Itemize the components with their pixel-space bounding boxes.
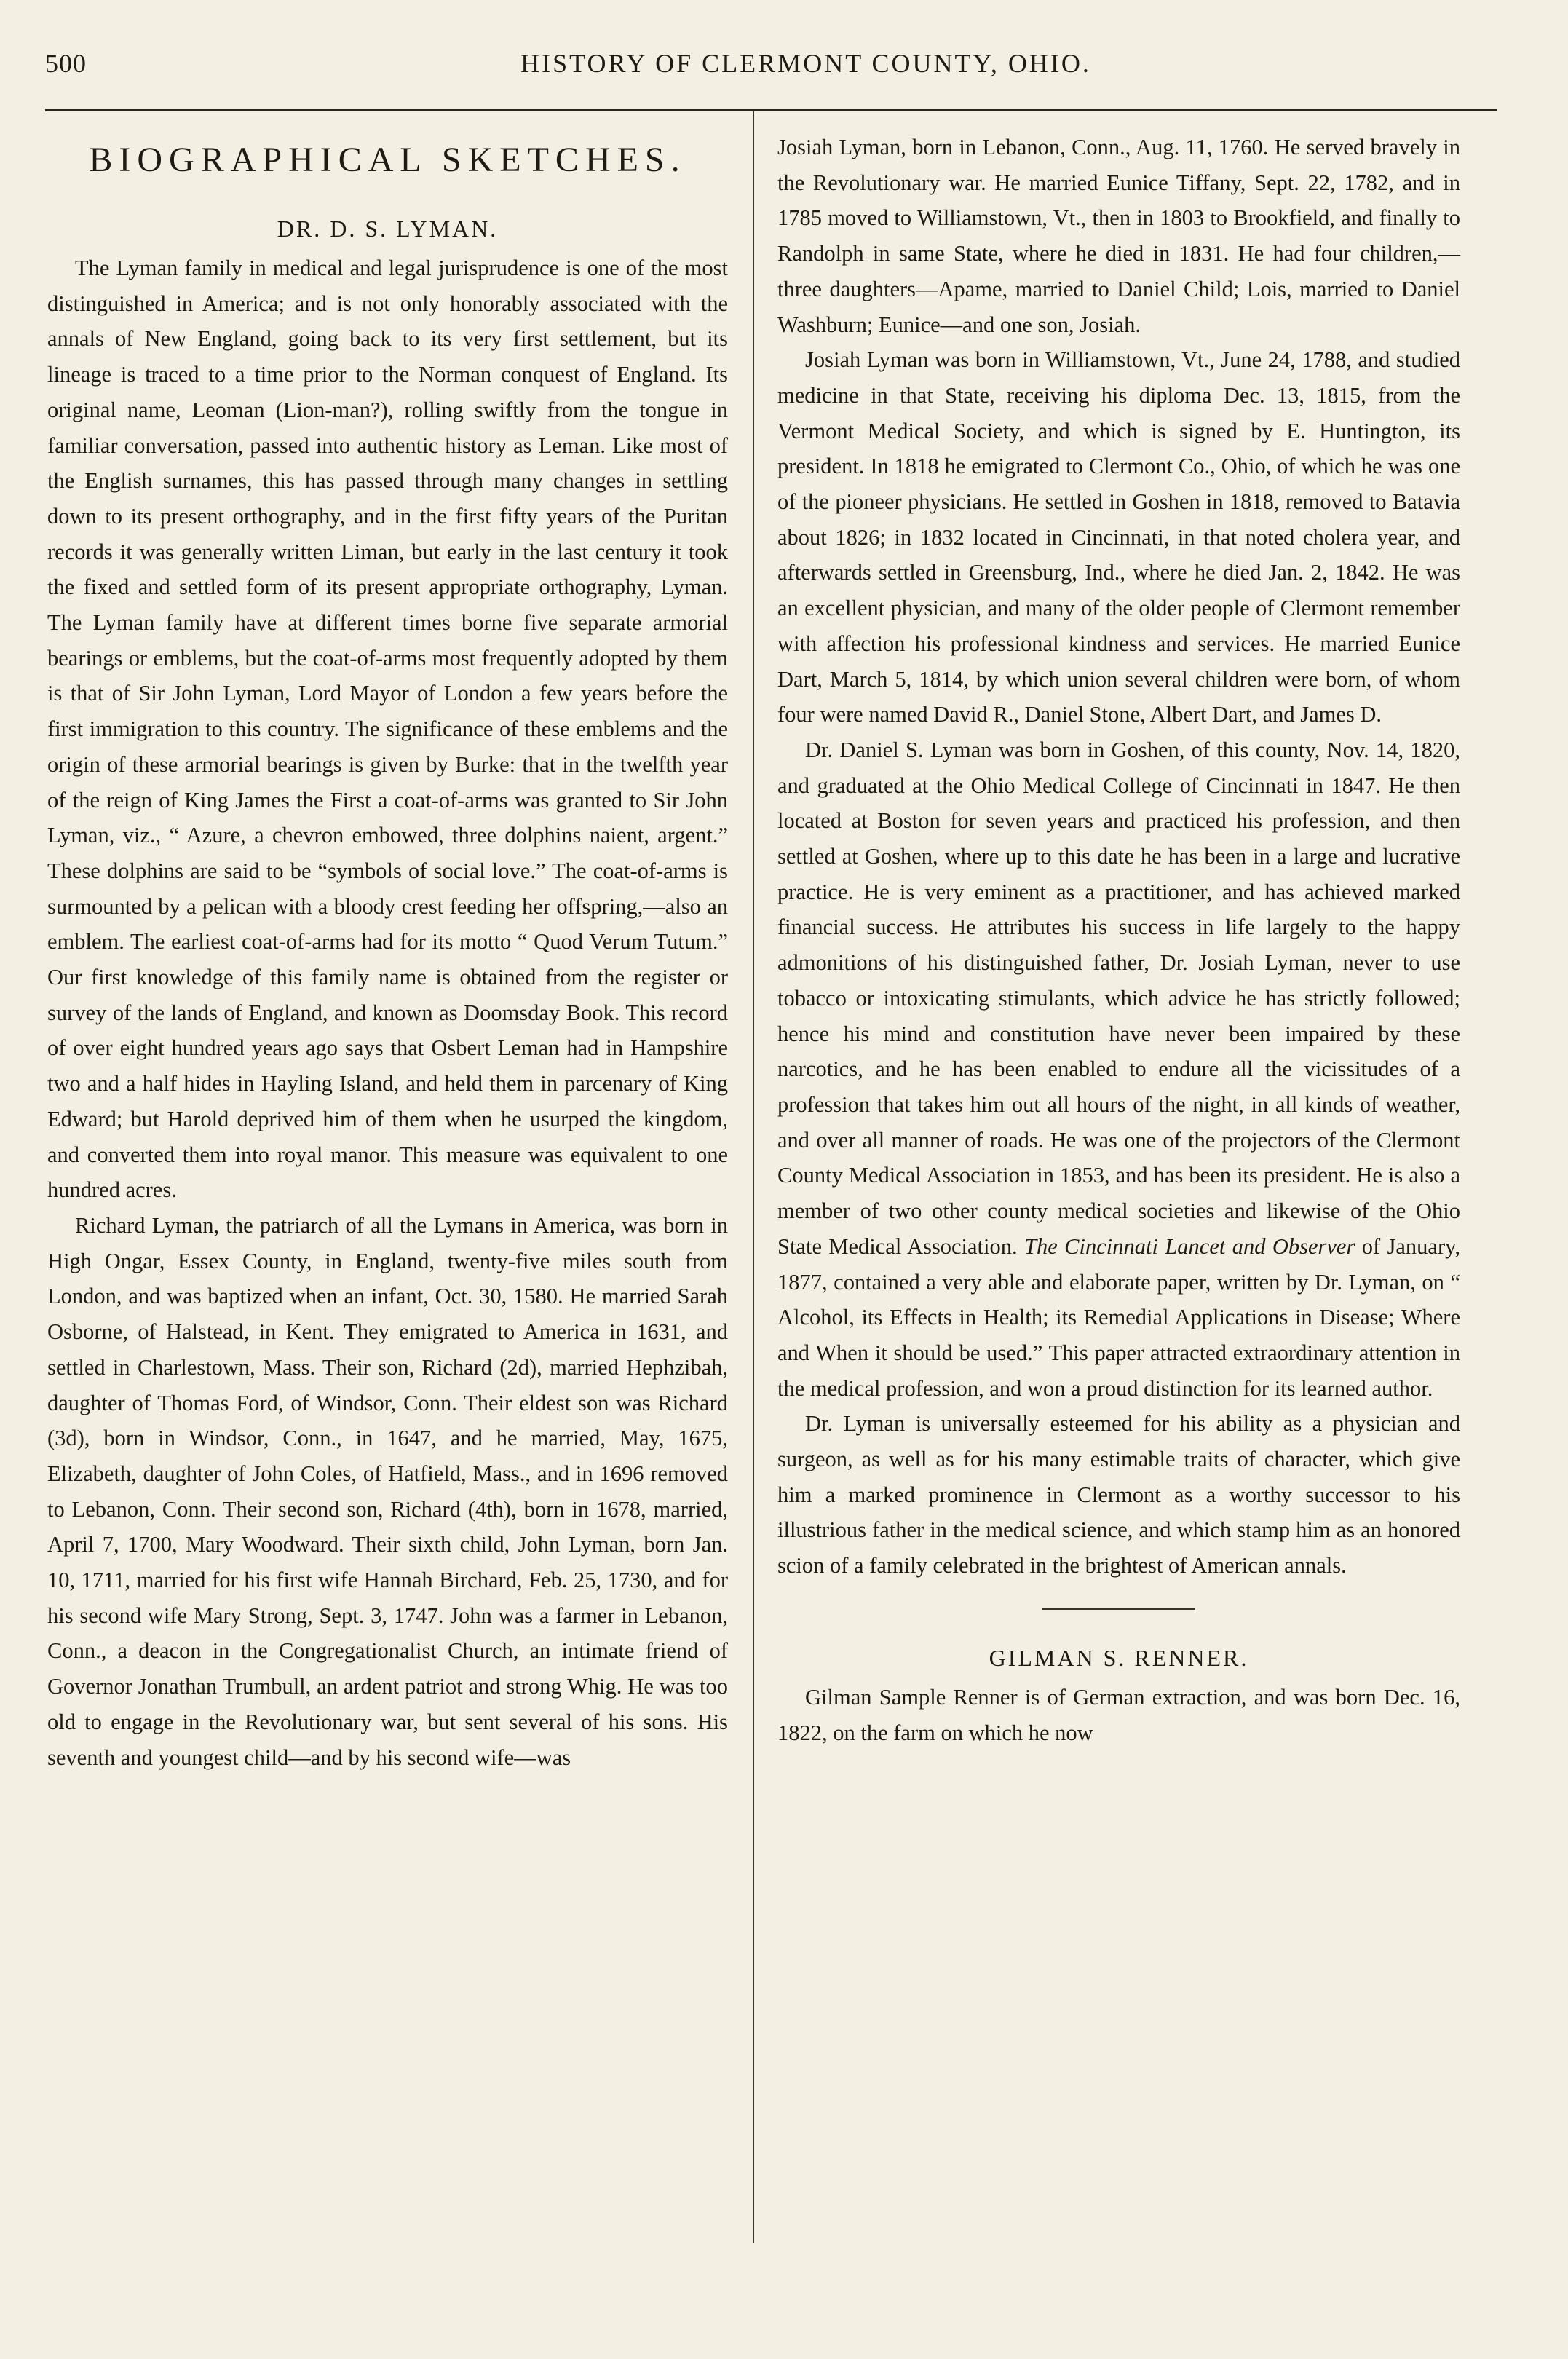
right-column — [777, 130, 1460, 1750]
page-number: 500 — [45, 49, 87, 78]
lancet-title: The Cincinnati Lancet and Observer — [1024, 1233, 1355, 1259]
lyman-paragraph-5 — [777, 732, 1460, 1406]
column-divider — [753, 111, 754, 2243]
lyman-paragraph-1: The Lyman family in medical and legal jurisprudence is one of the most distinguished in America; and is not only honorably associated with the annals of New England, going back to its very first settlement, but its lineage is traced to a time prior to the Norman conquest of England. Its original name, Leoman (Lion-man?), rolling swiftly from the tongue in familiar conversation, passed into authentic history as Leman. Like most of the English surnames, this has passed through many changes in settling down to its present orthography, and in the first fifty years of the Puritan records it was generally written Liman, but early in the last century it took the fixed and settled form of its present appropriate orthography, Lyman. The Lyman family have at different times borne five separate armorial bearings or emblems, but the coat-of-arms most frequently adopted by them is that of Sir John Lyman, Lord Mayor of London a few years before the first immigration to this country. The significance of these emblems and the origin of these armorial bearings is given by Burke: that in the twelfth year of the reign of King James the First a coat-of-arms was granted to Sir John Lyman, viz., “ Azure, a chevron embowed, three dolphins naient, argent.” These dolphins are said to be “symbols of social love.” The coat-of-arms is surmounted by a pelican with a bloody crest feeding her offspring,—also an emblem. The earliest coat-of-arms had for its motto “ Quod Verum Tutum.” Our first knowledge of this family name is obtained from the register or survey of the lands of England, and known as Doomsday Book. This record of over eight hundred years ago says that Osbert Leman had in Hampshire two and a half hides in Hayling Island, and held them in parcenary of King Edward; but Harold deprived him of them when he usurped the kingdom, and converted them into royal manor. This measure was equivalent to one hundred acres. — [47, 256, 728, 1203]
section-separator — [1042, 1608, 1195, 1610]
lyman-paragraph-3: Josiah Lyman, born in Lebanon, Conn., Aug. 11, 1760. He served bravely in the Revolutionary war. He married Eunice Tiffany, Sept. 22, 1782, and in 1785 moved to Williamstown, Vt., then in 1803 to Brookfield, and finally to Randolph in same State, where he died in 1831. He had four children,—three daughters—Apame, married to Daniel Child; Lois, married to Daniel Washburn; Eunice—and one son, Josiah. — [777, 135, 1460, 337]
lyman-paragraph-5-text: Dr. Daniel S. Lyman was born in Goshen, of this county, Nov. 14, 1820, and graduated at the Ohio Medical College of Cincinnati in 1847. He then located at Boston for seven years and practiced his profession, and then settled at Goshen, where up to this date he has been in a large and lucrative practice. He is very eminent as a practitioner, and has achieved marked financial success. He attributes his success in life largely to the happy admonitions of his distinguished father, Dr. Josiah Lyman, never to use tobacco or intoxicating stimulants, which advice he has strictly followed; hence his mind and constitution have never been impaired by these narcotics, and he has been enabled to endure all the vicissitudes of a profession that takes him out all hours of the night, in all kinds of weather, and over all manner of roads. He was one of the projectors of the Clermont County Medical Association in 1853, and has been its president. He is also a member of two other county medical societies and likewise of the Ohio State Medical Association. — [777, 737, 1460, 1259]
running-head: HISTORY OF CLERMONT COUNTY, OHIO. — [520, 49, 1091, 78]
lyman-heading: DR. D. S. LYMAN. — [277, 216, 499, 242]
lyman-paragraph-6: Dr. Lyman is universally esteemed for his ability as a physician and surgeon, as well as for his many estimable traits of character, which give him a marked prominence in Clermont as a worthy successor to his illustrious father in the medical science, and which stamp him as an honored scion of a family celebrated in the brightest of American annals. — [777, 1411, 1460, 1578]
section-title: BIOGRAPHICAL SKETCHES. — [89, 141, 686, 179]
left-column — [47, 130, 728, 1775]
renner-heading: GILMAN S. RENNER. — [989, 1644, 1249, 1671]
lyman-paragraph-2: Richard Lyman, the patriarch of all the Lymans in America, was born in High Ongar, Essex County, in England, twenty-five miles south from London, and was baptized when an infant, Oct. 30, 1580. He married Sarah Osborne, of Halstead, in Kent. They emigrated to America in 1631, and settled in Charlestown, Mass. Their son, Richard (2d), married Hephzibah, daughter of Thomas Ford, of Windsor, Conn. Their eldest son was Richard (3d), born in Windsor, Conn., in 1647, and he married, May, 1675, Elizabeth, daughter of John Coles, of Hatfield, Mass., and in 1696 removed to Lebanon, Conn. Their second son, Richard (4th), born in 1678, married, April 7, 1700, Mary Woodward. Their sixth child, John Lyman, born Jan. 10, 1711, married for his first wife Hannah Birchard, Feb. 25, 1730, and for his second wife Mary Strong, Sept. 3, 1747. John was a farmer in Lebanon, Conn., a deacon in the Congregationalist Church, an intimate friend of Governor Jonathan Trumbull, an ardent patriot and strong Whig. He was too old to engage in the Revolutionary war, but sent several of his sons. His seventh and youngest child—and by his second wife—was — [47, 1212, 728, 1770]
lyman-paragraph-5-tail: of January, 1877, contained a very able and elaborate paper, written by Dr. Lyman, on “ Alcohol, its Effects in Health; its Remedial Applications in Disease; Where and When it should be used.” This paper attracted extraordinary attention in the medical profession, and won a proud distinction for its learned author. — [777, 1233, 1461, 1401]
renner-paragraph-1: Gilman Sample Renner is of German extraction, and was born Dec. 16, 1822, on the farm on which he now — [777, 1684, 1460, 1745]
header-rule — [45, 109, 1497, 111]
lyman-paragraph-4: Josiah Lyman was born in Williamstown, Vt., June 24, 1788, and studied medicine in that State, receiving his diploma Dec. 13, 1815, from the Vermont Medical Society, and which is signed by E. Huntington, its president. In 1818 he emigrated to Clermont Co., Ohio, of which he was one of the pioneer physicians. He settled in Goshen in 1818, removed to Batavia about 1826; in 1832 located in Cincinnati, in that noted cholera year, and afterwards settled in Greensburg, Ind., where he died Jan. 2, 1842. He was an excellent physician, and many of the older people of Clermont remember with affection his professional kindness and services. He married Eunice Dart, March 5, 1814, by which union several children were born, of whom four were named David R., Daniel Stone, Albert Dart, and James D. — [777, 347, 1460, 727]
